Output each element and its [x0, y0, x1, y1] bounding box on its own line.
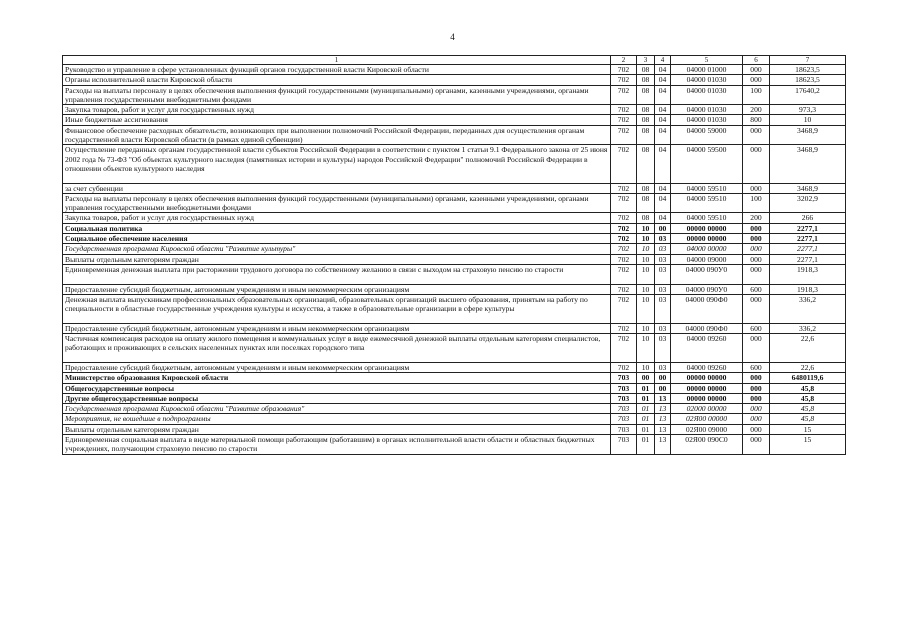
section-cell: 01: [637, 424, 655, 434]
target-article-cell: 04000 09260: [671, 334, 743, 363]
row-name-cell: Общегосударственные вопросы: [63, 383, 611, 393]
table-row: [63, 264, 846, 284]
subsection-cell: 03: [655, 294, 671, 323]
target-article-cell: 00000 00000: [671, 223, 743, 233]
row-name-cell: Другие общегосударственные вопросы: [63, 393, 611, 403]
expense-type-cell: 000: [743, 404, 770, 414]
section-cell: 10: [637, 234, 655, 244]
expense-type-cell: 000: [743, 424, 770, 434]
amount-cell: 17640,2: [770, 85, 846, 105]
row-name-cell: Денежная выплата выпускникам профессиональных образовательных организаций, образовательных организаций высшего образования, принятым на работу по специальности в областные государственные учреждения культуры и искусства, а также в образовательные организации в сфере культуры: [63, 294, 611, 323]
expense-type-cell: 000: [743, 244, 770, 254]
section-cell: 08: [637, 193, 655, 213]
target-article-cell: 00000 00000: [671, 373, 743, 383]
section-cell: 08: [637, 85, 655, 105]
expense-type-cell: 000: [743, 373, 770, 383]
target-article-cell: 04000 59510: [671, 183, 743, 193]
section-cell: 10: [637, 323, 655, 333]
table-row: [63, 145, 846, 183]
target-article-cell: 02Я00 00000: [671, 414, 743, 424]
admin-code-cell: 702: [611, 294, 637, 323]
table-row: [63, 85, 846, 105]
admin-code-cell: 702: [611, 193, 637, 213]
expense-type-cell: 000: [743, 183, 770, 193]
row-name-cell: Расходы на выплаты персоналу в целях обеспечения выполнения функций государственными (муниципальными) органами, казенными учреждениями, органами управления государственными внебюджетными фондами: [63, 85, 611, 105]
amount-cell: 15: [770, 434, 846, 454]
section-cell: 00: [637, 373, 655, 383]
table-row: [63, 284, 846, 294]
expense-type-cell: 000: [743, 334, 770, 363]
header-cell: 2: [611, 56, 637, 65]
admin-code-cell: 702: [611, 264, 637, 284]
expense-type-cell: 100: [743, 193, 770, 213]
amount-cell: 3468,9: [770, 183, 846, 193]
section-cell: 01: [637, 434, 655, 454]
row-name-cell: Расходы на выплаты персоналу в целях обеспечения выполнения функций государственными (муниципальными) органами, казенными учреждениями, органами управления государственными внебюджетными фондами: [63, 193, 611, 213]
table-header-row: [63, 56, 846, 65]
admin-code-cell: 702: [611, 105, 637, 115]
subsection-cell: 04: [655, 85, 671, 105]
target-article-cell: 00000 00000: [671, 383, 743, 393]
target-article-cell: 04000 09260: [671, 362, 743, 372]
amount-cell: 2277,1: [770, 244, 846, 254]
subsection-cell: 13: [655, 424, 671, 434]
expense-type-cell: 000: [743, 65, 770, 75]
row-name-cell: Министерство образования Кировской области: [63, 373, 611, 383]
expense-type-cell: 200: [743, 213, 770, 223]
amount-cell: 6480119,6: [770, 373, 846, 383]
amount-cell: 18623,5: [770, 75, 846, 85]
table-row: [63, 183, 846, 193]
section-cell: 08: [637, 115, 655, 125]
table-row: [63, 362, 846, 372]
section-cell: 01: [637, 393, 655, 403]
expense-type-cell: 000: [743, 125, 770, 145]
admin-code-cell: 702: [611, 115, 637, 125]
subsection-cell: 03: [655, 244, 671, 254]
target-article-cell: 04000 090У0: [671, 264, 743, 284]
expense-type-cell: 000: [743, 75, 770, 85]
section-cell: 10: [637, 294, 655, 323]
target-article-cell: 04000 090Ф0: [671, 323, 743, 333]
admin-code-cell: 702: [611, 323, 637, 333]
amount-cell: 3468,9: [770, 145, 846, 183]
admin-code-cell: 702: [611, 234, 637, 244]
section-cell: 10: [637, 223, 655, 233]
amount-cell: 22,6: [770, 334, 846, 363]
subsection-cell: 13: [655, 393, 671, 403]
expense-type-cell: 600: [743, 362, 770, 372]
subsection-cell: 00: [655, 223, 671, 233]
amount-cell: 1918,3: [770, 284, 846, 294]
expense-type-cell: 000: [743, 383, 770, 393]
table-row: [63, 383, 846, 393]
expense-type-cell: 000: [743, 234, 770, 244]
amount-cell: 336,2: [770, 323, 846, 333]
section-cell: 08: [637, 105, 655, 115]
expense-type-cell: 000: [743, 414, 770, 424]
table-row: [63, 213, 846, 223]
subsection-cell: 03: [655, 264, 671, 284]
amount-cell: 45,8: [770, 383, 846, 393]
expense-type-cell: 100: [743, 85, 770, 105]
target-article-cell: 04000 090Ф0: [671, 294, 743, 323]
table-row: [63, 75, 846, 85]
subsection-cell: 04: [655, 183, 671, 193]
row-name-cell: Единовременная денежная выплата при расторжении трудового договора по собственному желанию в связи с выходом на страховую пенсию по старости: [63, 264, 611, 284]
admin-code-cell: 702: [611, 65, 637, 75]
admin-code-cell: 702: [611, 244, 637, 254]
amount-cell: 18623,5: [770, 65, 846, 75]
subsection-cell: 00: [655, 373, 671, 383]
header-cell: 4: [655, 56, 671, 65]
row-name-cell: Закупка товаров, работ и услуг для государственных нужд: [63, 105, 611, 115]
expense-type-cell: 000: [743, 294, 770, 323]
subsection-cell: 03: [655, 254, 671, 264]
section-cell: 01: [637, 414, 655, 424]
section-cell: 01: [637, 383, 655, 393]
admin-code-cell: 702: [611, 223, 637, 233]
admin-code-cell: 702: [611, 75, 637, 85]
expense-type-cell: 000: [743, 434, 770, 454]
row-name-cell: Предоставление субсидий бюджетным, автономным учреждениям и иным некоммерческим организациям: [63, 284, 611, 294]
header-cell: 3: [637, 56, 655, 65]
target-article-cell: 04000 01000: [671, 65, 743, 75]
header-cell: 5: [671, 56, 743, 65]
subsection-cell: 04: [655, 145, 671, 183]
target-article-cell: 00000 00000: [671, 393, 743, 403]
section-cell: 08: [637, 183, 655, 193]
target-article-cell: 04000 090У0: [671, 284, 743, 294]
table-row: [63, 65, 846, 75]
amount-cell: 15: [770, 424, 846, 434]
row-name-cell: Предоставление субсидий бюджетным, автономным учреждениям и иным некоммерческим организациям: [63, 362, 611, 372]
subsection-cell: 03: [655, 334, 671, 363]
target-article-cell: 02Я00 09000: [671, 424, 743, 434]
section-cell: 10: [637, 254, 655, 264]
admin-code-cell: 703: [611, 373, 637, 383]
admin-code-cell: 702: [611, 183, 637, 193]
table-row: [63, 115, 846, 125]
row-name-cell: Финансовое обеспечение расходных обязательств, возникающих при выполнении полномочий Российской Федерации, переданных для осуществления органам государственной власти Кировской области (в рамках единой субвенции): [63, 125, 611, 145]
target-article-cell: 04000 01030: [671, 75, 743, 85]
table-row: [63, 105, 846, 115]
target-article-cell: 04000 59510: [671, 193, 743, 213]
table-row: [63, 434, 846, 454]
amount-cell: 22,6: [770, 362, 846, 372]
subsection-cell: 03: [655, 284, 671, 294]
subsection-cell: 13: [655, 404, 671, 414]
admin-code-cell: 702: [611, 213, 637, 223]
table-row: [63, 234, 846, 244]
subsection-cell: 00: [655, 383, 671, 393]
expense-type-cell: 000: [743, 223, 770, 233]
expense-type-cell: 200: [743, 105, 770, 115]
admin-code-cell: 702: [611, 362, 637, 372]
expense-type-cell: 600: [743, 323, 770, 333]
admin-code-cell: 703: [611, 404, 637, 414]
target-article-cell: 04000 01030: [671, 85, 743, 105]
row-name-cell: Выплаты отдельным категориям граждан: [63, 424, 611, 434]
amount-cell: 336,2: [770, 294, 846, 323]
amount-cell: 266: [770, 213, 846, 223]
admin-code-cell: 702: [611, 284, 637, 294]
page-number: 4: [450, 32, 455, 42]
section-cell: 10: [637, 244, 655, 254]
row-name-cell: Социальная политика: [63, 223, 611, 233]
admin-code-cell: 702: [611, 254, 637, 264]
target-article-cell: 04000 09000: [671, 254, 743, 264]
amount-cell: 45,8: [770, 404, 846, 414]
amount-cell: 45,8: [770, 414, 846, 424]
target-article-cell: 04000 59500: [671, 145, 743, 183]
admin-code-cell: 702: [611, 125, 637, 145]
admin-code-cell: 703: [611, 393, 637, 403]
amount-cell: 973,3: [770, 105, 846, 115]
amount-cell: 10: [770, 115, 846, 125]
target-article-cell: 04000 01030: [671, 105, 743, 115]
row-name-cell: Частичная компенсация расходов на оплату жилого помещения и коммунальных услуг в виде ежемесячной денежной выплаты отдельным категориям специалистов, работающих и проживающих в сельских населенных пунктах или поселках городского типа: [63, 334, 611, 363]
target-article-cell: 00000 00000: [671, 234, 743, 244]
section-cell: 10: [637, 362, 655, 372]
subsection-cell: 04: [655, 65, 671, 75]
subsection-cell: 13: [655, 434, 671, 454]
row-name-cell: Единовременная социальная выплата в виде материальной помощи работающим (работавшим) в органах исполнительной власти области и областных бюджетных учреждениях, получающим страховую пенсию по старости: [63, 434, 611, 454]
table-row: [63, 404, 846, 414]
header-cell: 1: [63, 56, 611, 65]
expense-type-cell: 800: [743, 115, 770, 125]
section-cell: 08: [637, 65, 655, 75]
table-row: [63, 424, 846, 434]
subsection-cell: 04: [655, 75, 671, 85]
subsection-cell: 03: [655, 362, 671, 372]
amount-cell: 2277,1: [770, 223, 846, 233]
header-cell: 7: [770, 56, 846, 65]
table-body: [63, 65, 846, 455]
table-row: [63, 323, 846, 333]
expense-type-cell: 000: [743, 393, 770, 403]
subsection-cell: 04: [655, 105, 671, 115]
row-name-cell: Закупка товаров, работ и услуг для государственных нужд: [63, 213, 611, 223]
table-row: [63, 244, 846, 254]
table-row: [63, 393, 846, 403]
amount-cell: 45,8: [770, 393, 846, 403]
amount-cell: 1918,3: [770, 264, 846, 284]
section-cell: 10: [637, 284, 655, 294]
expense-type-cell: 000: [743, 264, 770, 284]
target-article-cell: 04000 00000: [671, 244, 743, 254]
amount-cell: 3468,9: [770, 125, 846, 145]
section-cell: 08: [637, 145, 655, 183]
target-article-cell: 04000 59510: [671, 213, 743, 223]
table-row: [63, 294, 846, 323]
subsection-cell: 04: [655, 125, 671, 145]
table-row: [63, 254, 846, 264]
table-row: [63, 373, 846, 383]
row-name-cell: Выплаты отдельным категориям граждан: [63, 254, 611, 264]
amount-cell: 2277,1: [770, 254, 846, 264]
table-row: [63, 193, 846, 213]
section-cell: 08: [637, 75, 655, 85]
admin-code-cell: 702: [611, 334, 637, 363]
row-name-cell: Осуществление переданных органам государственной власти субъектов Российской Федерации в соответствии с пунктом 1 статьи 9.1 Федерального закона от 25 июня 2002 года № 73-ФЗ "Об объектах культурного наследия (памятниках истории и культуры) народов Российской Федерации" полномочий Российской Федерации в отношении объектов культурного наследия: [63, 145, 611, 183]
section-cell: 01: [637, 404, 655, 414]
section-cell: 10: [637, 264, 655, 284]
budget-table: [62, 55, 846, 455]
section-cell: 08: [637, 125, 655, 145]
subsection-cell: 03: [655, 323, 671, 333]
admin-code-cell: 702: [611, 85, 637, 105]
header-cell: 6: [743, 56, 770, 65]
table-row: [63, 125, 846, 145]
admin-code-cell: 703: [611, 414, 637, 424]
target-article-cell: 02000 00000: [671, 404, 743, 414]
admin-code-cell: 703: [611, 383, 637, 393]
subsection-cell: 04: [655, 115, 671, 125]
row-name-cell: Иные бюджетные ассигнования: [63, 115, 611, 125]
table-row: [63, 414, 846, 424]
row-name-cell: Государственная программа Кировской области "Развитие культуры": [63, 244, 611, 254]
row-name-cell: Руководство и управление в сфере установленных функций органов государственной власти Кировской области: [63, 65, 611, 75]
expense-type-cell: 000: [743, 254, 770, 264]
expense-type-cell: 000: [743, 145, 770, 183]
target-article-cell: 04000 01030: [671, 115, 743, 125]
row-name-cell: Мероприятия, не вошедшие в подпрограммы: [63, 414, 611, 424]
admin-code-cell: 703: [611, 434, 637, 454]
subsection-cell: 13: [655, 414, 671, 424]
row-name-cell: Социальное обеспечение населения: [63, 234, 611, 244]
table-row: [63, 334, 846, 363]
row-name-cell: за счет субвенции: [63, 183, 611, 193]
row-name-cell: Предоставление субсидий бюджетным, автономным учреждениям и иным некоммерческим организациям: [63, 323, 611, 333]
subsection-cell: 04: [655, 193, 671, 213]
target-article-cell: 02Я00 090С0: [671, 434, 743, 454]
section-cell: 10: [637, 334, 655, 363]
table-row: [63, 223, 846, 233]
section-cell: 08: [637, 213, 655, 223]
subsection-cell: 04: [655, 213, 671, 223]
admin-code-cell: 703: [611, 424, 637, 434]
expense-type-cell: 600: [743, 284, 770, 294]
amount-cell: 3202,9: [770, 193, 846, 213]
subsection-cell: 03: [655, 234, 671, 244]
amount-cell: 2277,1: [770, 234, 846, 244]
row-name-cell: Государственная программа Кировской области "Развитие образования": [63, 404, 611, 414]
target-article-cell: 04000 59000: [671, 125, 743, 145]
admin-code-cell: 702: [611, 145, 637, 183]
row-name-cell: Органы исполнительной власти Кировской области: [63, 75, 611, 85]
